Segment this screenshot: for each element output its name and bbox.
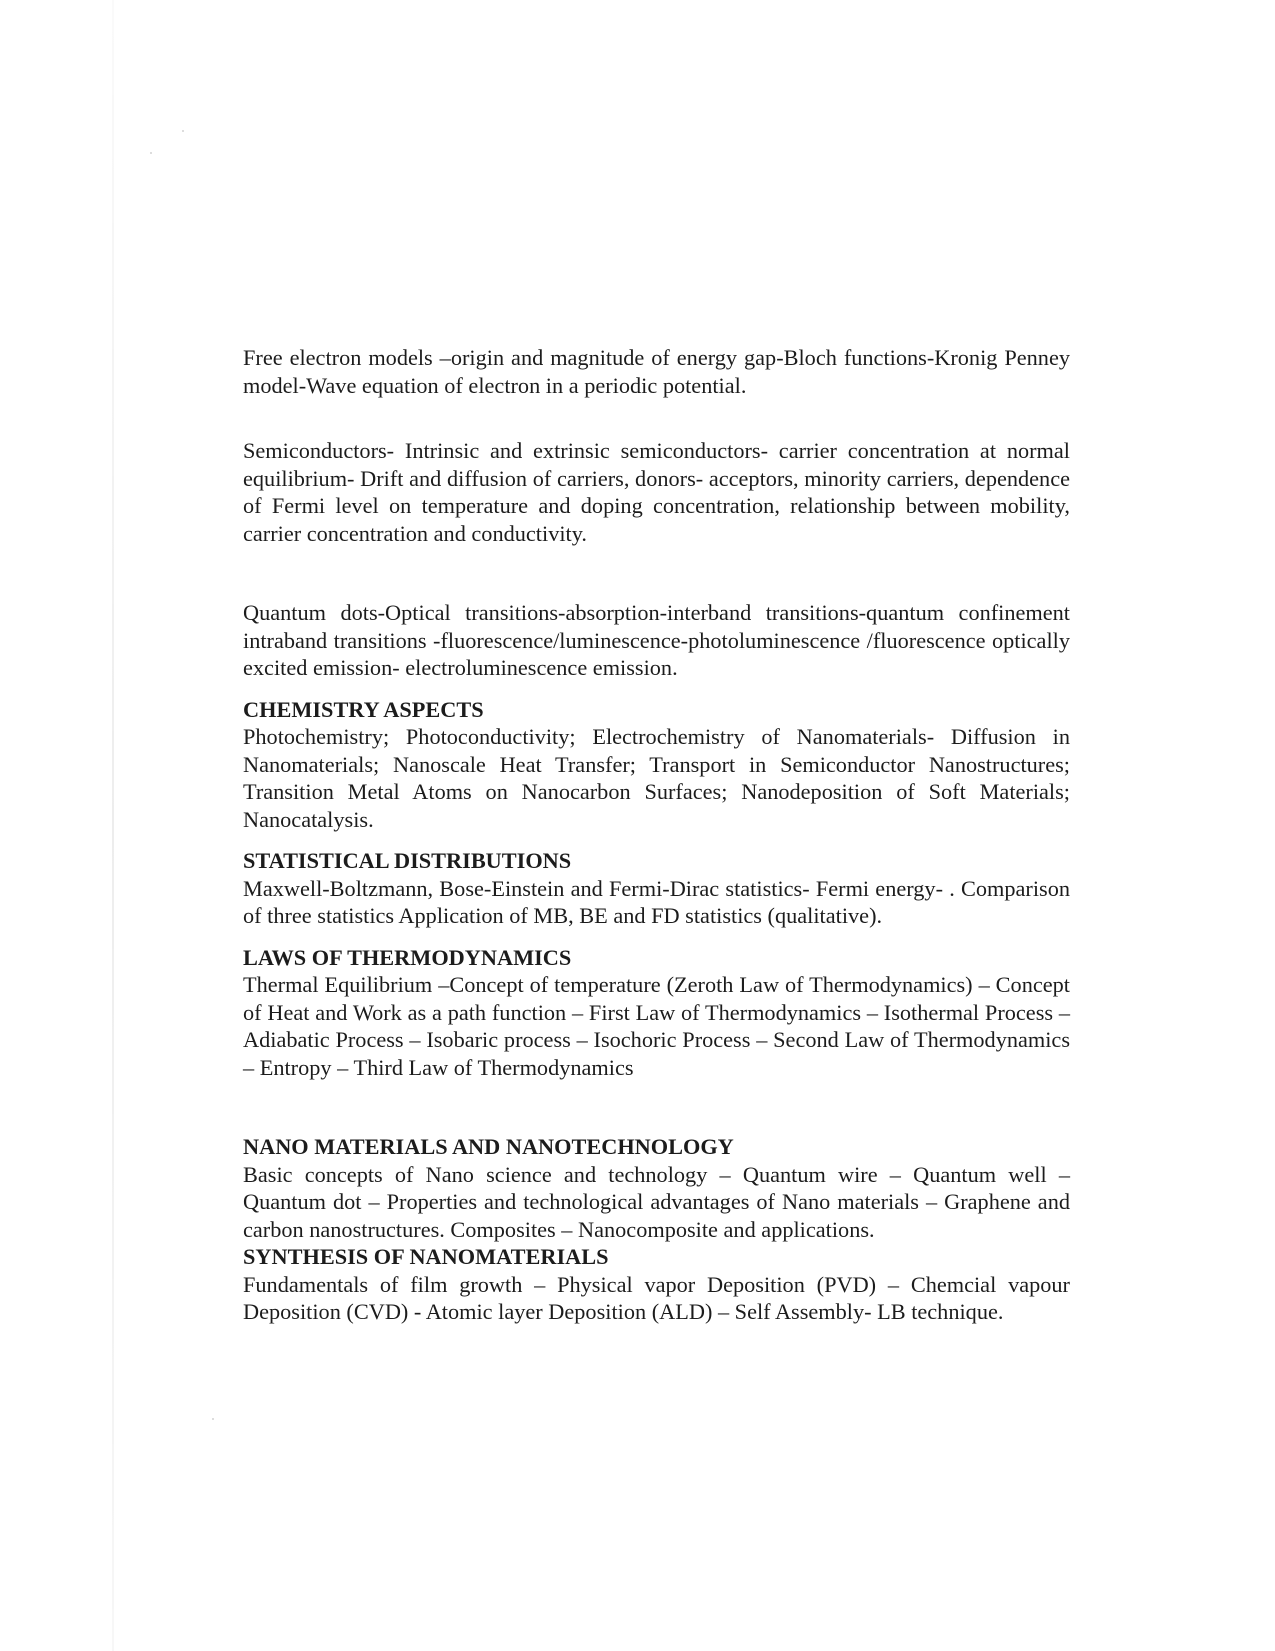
heading-synthesis-of-nanomaterials: SYNTHESIS OF NANOMATERIALS [243,1244,609,1269]
paragraph-statistical-distributions: Maxwell-Boltzmann, Bose-Einstein and Fermi-Dirac statistics- Fermi energy- . Comparison of three statistics Application of MB, BE and FD statistics (qualitative). [243,875,1070,928]
document-body [243,344,1070,1326]
scan-edge-shadow [112,0,114,1651]
paragraph-free-electron-models: Free electron models –origin and magnitude of energy gap-Bloch functions-Kronig Penney model-Wave equation of electron in a periodic potential. [243,345,1070,398]
paragraph-laws-of-thermodynamics: Thermal Equilibrium –Concept of temperature (Zeroth Law of Thermodynamics) – Concept of Heat and Work as a path function – First Law of Thermodynamics – Isothermal Process – Adiabatic Process – Isobaric process – Isochoric Process – Second Law of Thermodynamics – Entropy – Third Law of Thermodynamics [243,972,1070,1080]
heading-laws-of-thermodynamics: LAWS OF THERMODYNAMICS [243,944,572,970]
heading-nano-materials: NANO MATERIALS AND NANOTECHNOLOGY [243,1134,734,1159]
scan-speck [212,1418,214,1420]
scan-speck [182,130,184,132]
heading-chemistry-aspects: CHEMISTRY ASPECTS [243,696,484,722]
paragraph-quantum-dots: Quantum dots-Optical transitions-absorption-interband transitions-quantum confinement intraband transitions -fluorescence/luminescence-photoluminescence /fluorescence optically excited emission- electroluminescence emission. [243,600,1070,680]
paragraph-synthesis-of-nanomaterials: Fundamentals of film growth – Physical vapor Deposition (PVD) – Chemcial vapour Deposition (CVD) - Atomic layer Deposition (ALD) – Self Assembly- LB technique. [243,1271,1070,1324]
scan-speck [150,152,152,154]
paragraph-nano-materials: Basic concepts of Nano science and technology – Quantum wire – Quantum well – Quantum dot – Properties and technological advantages of Nano materials – Graphene and carbon nanostructures. Composites – Nanocomposite and applications. [243,1161,1070,1242]
paragraph-chemistry-aspects: Photochemistry; Photoconductivity; Electrochemistry of Nanomaterials- Diffusion in Nanomaterials; Nanoscale Heat Transfer; Transport in Semiconductor Nanostructures; Transition Metal Atoms on Nanocarbon Surfaces; Nanodeposition of Soft Materials; Nanocatalysis. [243,724,1070,832]
heading-statistical-distributions: STATISTICAL DISTRIBUTIONS [243,848,572,873]
paragraph-semiconductors: Semiconductors- Intrinsic and extrinsic semiconductors- carrier concentration at normal equilibrium- Drift and diffusion of carriers, donors- acceptors, minority carriers, dependence of Fermi level on temperature and doping concentration, relationship between mobility, carrier concentration and conductivity. [243,438,1070,546]
